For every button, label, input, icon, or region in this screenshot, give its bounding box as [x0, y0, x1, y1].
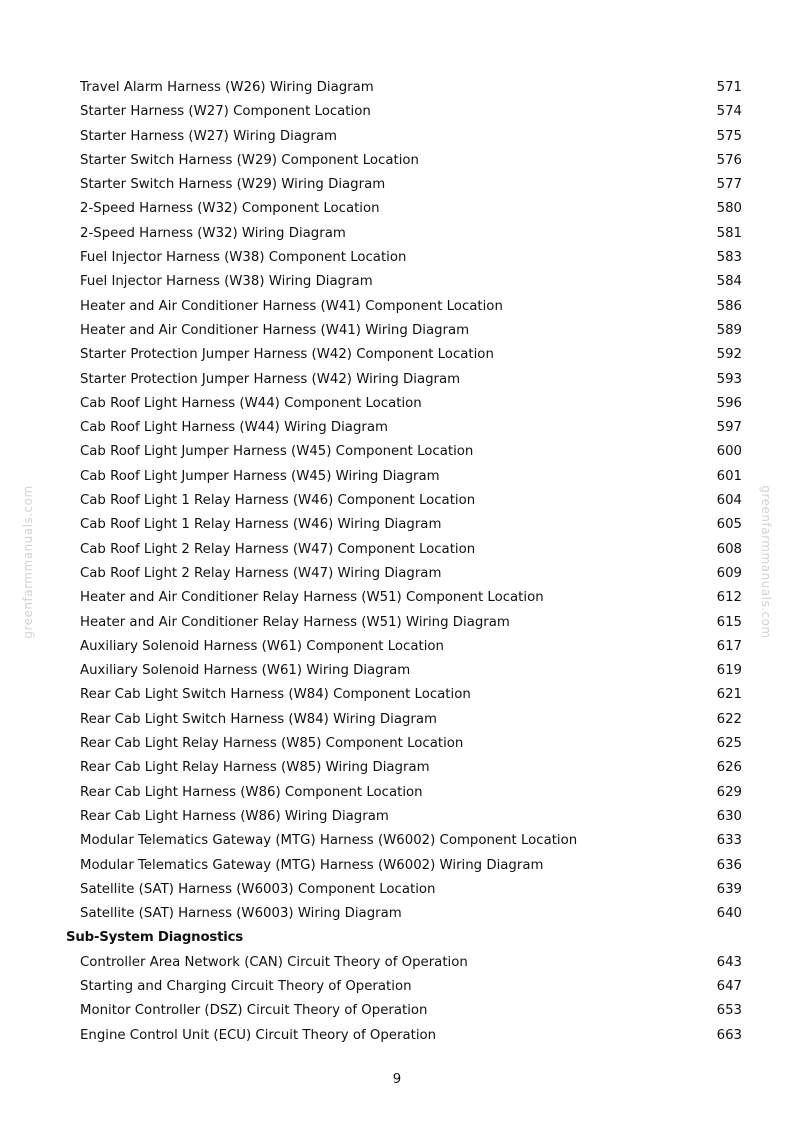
watermark-right: greenfarmmanuals.com [759, 485, 773, 639]
table-of-contents [0, 76, 794, 1048]
toc-entry-page: 601 [716, 468, 742, 484]
toc-entry-page: 622 [716, 711, 742, 727]
toc-entry-page: 621 [716, 687, 742, 703]
toc-entry-page: 639 [716, 881, 742, 897]
toc-entry-page: 575 [716, 128, 742, 144]
toc-entry[interactable] [0, 465, 794, 489]
toc-entry[interactable] [0, 173, 794, 197]
toc-entry-page: 600 [716, 444, 742, 460]
toc-entry-title: Cab Roof Light 2 Relay Harness (W47) Component Location [80, 541, 476, 557]
toc-entry-page: 633 [716, 833, 742, 849]
toc-entry-page: 589 [716, 322, 742, 338]
toc-entry-title: Modular Telematics Gateway (MTG) Harness (W6002) Wiring Diagram [80, 857, 544, 873]
toc-entry[interactable] [0, 732, 794, 756]
toc-entry-title: 2-Speed Harness (W32) Wiring Diagram [80, 225, 346, 241]
toc-entry[interactable] [0, 902, 794, 926]
toc-entry-title: Cab Roof Light Jumper Harness (W45) Component Location [80, 444, 474, 460]
toc-entry[interactable] [0, 829, 794, 853]
toc-entry[interactable] [0, 1024, 794, 1048]
watermark-left: greenfarmmanuals.com [21, 485, 35, 639]
toc-entry-title: Starter Switch Harness (W29) Wiring Diagram [80, 177, 386, 193]
toc-entry-page: 592 [716, 347, 742, 363]
toc-entry-title: Cab Roof Light 1 Relay Harness (W46) Wiring Diagram [80, 517, 442, 533]
toc-entry-page: 593 [716, 371, 742, 387]
toc-entry-page: 608 [716, 541, 742, 557]
toc-entry[interactable] [0, 611, 794, 635]
toc-entry[interactable] [0, 975, 794, 999]
toc-entry-title: Satellite (SAT) Harness (W6003) Component Location [80, 881, 436, 897]
toc-entry-title: Travel Alarm Harness (W26) Wiring Diagram [80, 80, 374, 95]
toc-entry-title: Heater and Air Conditioner Harness (W41) Wiring Diagram [80, 322, 470, 338]
toc-entry-page: 596 [716, 395, 742, 411]
toc-entry[interactable] [0, 805, 794, 829]
toc-entry[interactable] [0, 197, 794, 221]
toc-entry-title: Controller Area Network (CAN) Circuit Theory of Operation [80, 954, 468, 970]
toc-entry-title: Starter Protection Jumper Harness (W42) Wiring Diagram [80, 371, 461, 387]
toc-entry[interactable] [0, 635, 794, 659]
toc-entry[interactable] [0, 586, 794, 610]
toc-entry-title: Rear Cab Light Relay Harness (W85) Component Location [80, 736, 464, 752]
section-heading-title: Sub-System Diagnostics [66, 930, 244, 946]
toc-entry-page: 604 [716, 493, 742, 509]
toc-entry-page: 576 [716, 152, 742, 168]
toc-entry-page: 581 [716, 225, 742, 241]
toc-entry-page: 574 [716, 104, 742, 120]
toc-entry[interactable] [0, 951, 794, 975]
toc-entry-page: 612 [716, 590, 742, 606]
toc-section-heading[interactable] [0, 926, 794, 950]
toc-entry-title: Modular Telematics Gateway (MTG) Harness (W6002) Component Location [80, 833, 578, 849]
page-number: 9 [392, 1072, 402, 1087]
toc-entry-title: Heater and Air Conditioner Relay Harness (W51) Wiring Diagram [80, 614, 510, 630]
toc-entry-title: Rear Cab Light Harness (W86) Wiring Diagram [80, 808, 389, 824]
toc-entry-page: 629 [716, 784, 742, 800]
toc-entry-page: 615 [716, 614, 742, 630]
toc-entry[interactable] [0, 489, 794, 513]
toc-entry[interactable] [0, 999, 794, 1023]
toc-entry-page: 584 [716, 274, 742, 290]
toc-entry-title: Cab Roof Light Jumper Harness (W45) Wiring Diagram [80, 468, 440, 484]
toc-entry-page: 580 [716, 201, 742, 217]
toc-entry-title: Monitor Controller (DSZ) Circuit Theory of Operation [80, 1003, 428, 1019]
toc-entry-title: Cab Roof Light 2 Relay Harness (W47) Wiring Diagram [80, 565, 442, 581]
toc-entry-title: Auxiliary Solenoid Harness (W61) Component Location [80, 638, 444, 654]
toc-entry-page: 605 [716, 517, 742, 533]
toc-entry-title: Auxiliary Solenoid Harness (W61) Wiring Diagram [80, 663, 411, 679]
toc-entry-page: 597 [716, 420, 742, 436]
toc-entry-page: 636 [716, 857, 742, 873]
toc-entry-title: Satellite (SAT) Harness (W6003) Wiring Diagram [80, 906, 402, 922]
toc-entry[interactable] [0, 222, 794, 246]
toc-entry[interactable] [0, 538, 794, 562]
toc-entry[interactable] [0, 513, 794, 537]
toc-entry-title: 2-Speed Harness (W32) Component Location [80, 201, 380, 217]
toc-entry-page: 647 [716, 978, 742, 994]
toc-entry-page: 640 [716, 906, 742, 922]
toc-entry[interactable] [0, 756, 794, 780]
toc-entry-page: 609 [716, 565, 742, 581]
toc-entry-title: Fuel Injector Harness (W38) Component Location [80, 250, 407, 266]
toc-entry-page: 571 [716, 80, 742, 95]
toc-entry-page: 653 [716, 1003, 742, 1019]
toc-entry-title: Starter Protection Jumper Harness (W42) Component Location [80, 347, 494, 363]
toc-entry[interactable] [0, 343, 794, 367]
toc-entry-title: Cab Roof Light Harness (W44) Component Location [80, 395, 422, 411]
toc-entry-page: 630 [716, 808, 742, 824]
toc-entry[interactable] [0, 781, 794, 805]
toc-entry[interactable] [0, 562, 794, 586]
toc-entry-title: Starter Harness (W27) Component Location [80, 104, 371, 120]
toc-entry[interactable] [0, 854, 794, 878]
toc-entry-title: Cab Roof Light Harness (W44) Wiring Diagram [80, 420, 388, 436]
toc-entry[interactable] [0, 683, 794, 707]
toc-entry[interactable] [0, 368, 794, 392]
toc-entry-title: Engine Control Unit (ECU) Circuit Theory of Operation [80, 1027, 437, 1043]
toc-entry-title: Rear Cab Light Switch Harness (W84) Wiring Diagram [80, 711, 437, 727]
toc-entry-title: Starter Switch Harness (W29) Component Location [80, 152, 419, 168]
toc-entry-page: 586 [716, 298, 742, 314]
toc-entry[interactable] [0, 878, 794, 902]
toc-entry[interactable] [0, 392, 794, 416]
toc-entry-page: 663 [716, 1027, 742, 1043]
toc-entry[interactable] [0, 319, 794, 343]
toc-entry-title: Starting and Charging Circuit Theory of Operation [80, 978, 412, 994]
toc-entry-page: 643 [716, 954, 742, 970]
toc-entry[interactable] [0, 659, 794, 683]
toc-entry[interactable] [0, 416, 794, 440]
toc-entry-title: Fuel Injector Harness (W38) Wiring Diagram [80, 274, 373, 290]
toc-entry-page: 577 [716, 177, 742, 193]
toc-entry-page: 619 [716, 663, 742, 679]
toc-entry-page: 583 [716, 250, 742, 266]
toc-entry[interactable] [0, 100, 794, 124]
toc-entry-title: Rear Cab Light Relay Harness (W85) Wiring Diagram [80, 760, 430, 776]
toc-entry-page: 625 [716, 736, 742, 752]
toc-entry[interactable] [0, 76, 794, 100]
toc-entry-title: Cab Roof Light 1 Relay Harness (W46) Component Location [80, 493, 476, 509]
toc-entry[interactable] [0, 708, 794, 732]
toc-entry-title: Starter Harness (W27) Wiring Diagram [80, 128, 337, 144]
toc-entry-page: 617 [716, 638, 742, 654]
toc-entry[interactable] [0, 149, 794, 173]
toc-entry[interactable] [0, 270, 794, 294]
toc-entry-title: Rear Cab Light Switch Harness (W84) Component Location [80, 687, 471, 703]
toc-entry[interactable] [0, 440, 794, 464]
toc-entry-title: Rear Cab Light Harness (W86) Component Location [80, 784, 423, 800]
toc-entry[interactable] [0, 246, 794, 270]
toc-entry-page: 626 [716, 760, 742, 776]
toc-entry-title: Heater and Air Conditioner Relay Harness (W51) Component Location [80, 590, 544, 606]
toc-entry[interactable] [0, 295, 794, 319]
toc-entry[interactable] [0, 125, 794, 149]
toc-entry-title: Heater and Air Conditioner Harness (W41) Component Location [80, 298, 503, 314]
